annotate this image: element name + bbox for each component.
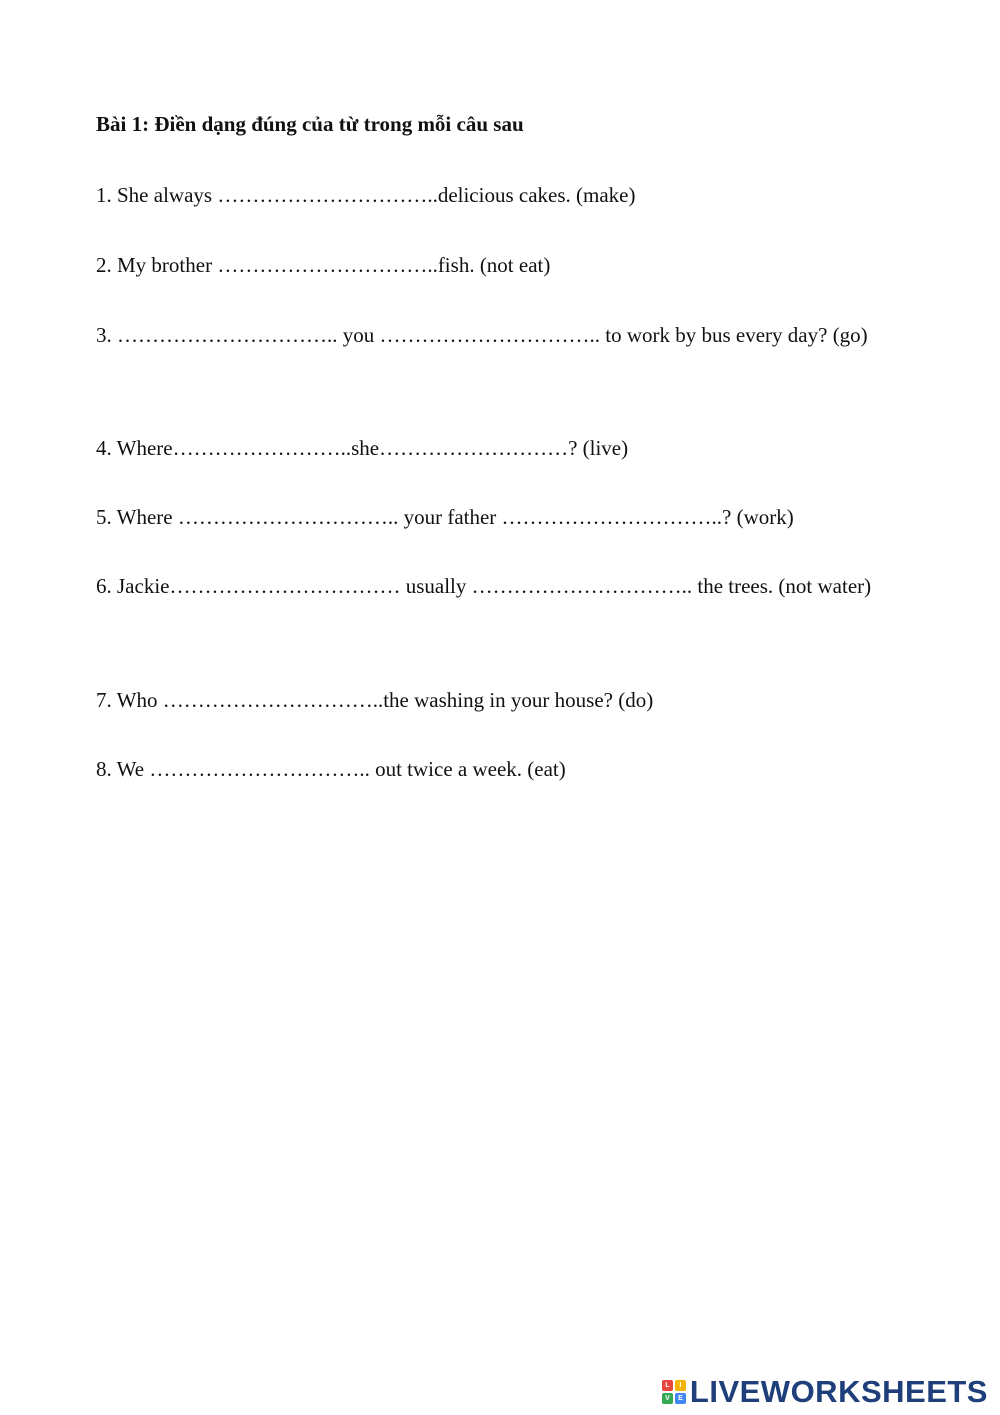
exercise-text: 6. Jackie…………………………… usually ………………………….. the trees. (not water) [96, 574, 872, 598]
exercise-item-7 [96, 678, 896, 722]
logo-letter-e: E [675, 1393, 686, 1404]
exercise-text: 4. Where……………………..she………………………? (live) [96, 436, 629, 460]
exercise-item-4 [96, 426, 896, 470]
exercise-text: 2. My brother …………………………..fish. (not eat) [96, 253, 551, 277]
logo-letter-i: I [675, 1380, 686, 1391]
exercise-text: 1. She always …………………………..delicious cakes. (make) [96, 183, 636, 207]
logo-letter-v: V [662, 1393, 673, 1404]
exercise-item-5 [96, 495, 896, 539]
logo-letter-l: L [662, 1380, 673, 1391]
exercise-text: 7. Who …………………………..the washing in your house? (do) [96, 688, 654, 712]
exercise-item-2 [96, 243, 896, 287]
exercise-text: 5. Where ………………………….. your father …………………………..? (work) [96, 505, 794, 529]
exercise-item-3 [96, 313, 896, 357]
liveworksheets-logo [662, 1376, 988, 1407]
page-title: Bài 1: Điền dạng đúng của từ trong mỗi câu sau [96, 112, 524, 136]
logo-mark-icon [662, 1380, 686, 1404]
exercise-item-1 [96, 173, 896, 217]
exercise-item-6 [96, 564, 896, 608]
exercise-text: 3. ………………………….. you ………………………….. to work by bus every day? (go) [96, 323, 868, 347]
exercise-text: 8. We ………………………….. out twice a week. (eat) [96, 757, 566, 781]
exercise-item-8 [96, 747, 896, 791]
brand-name: LIVEWORKSHEETS [689, 1374, 988, 1409]
